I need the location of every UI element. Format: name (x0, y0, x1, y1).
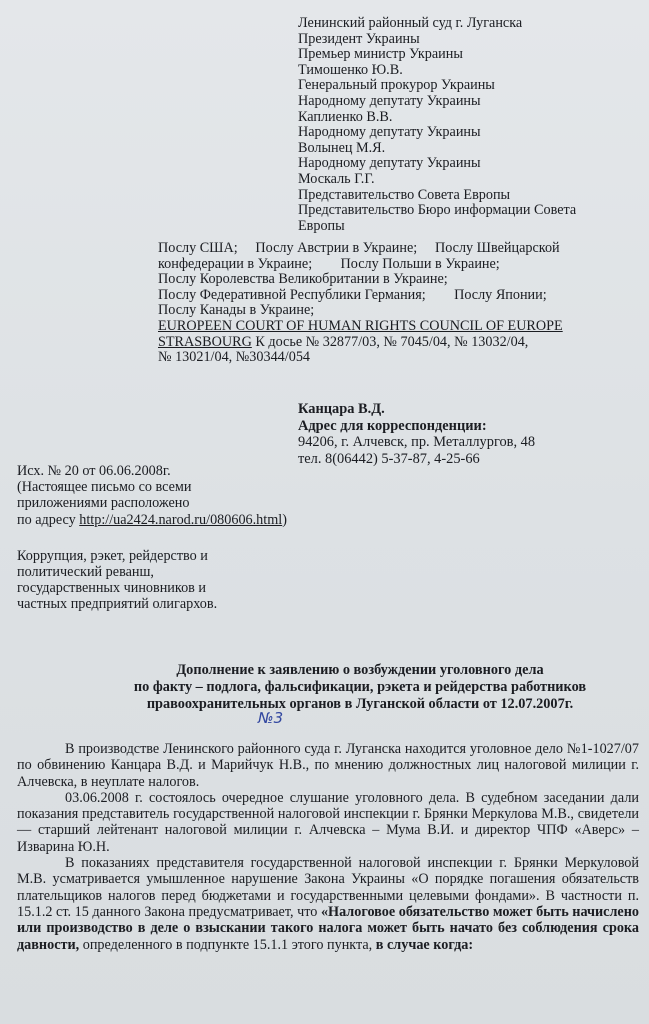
ambassador-line: Послу США; Послу Австрии в Украине; Послу Швейцарской (158, 240, 560, 256)
court-dossier: К досье № 32877/03, № 7045/04, № 13032/04, (251, 333, 529, 350)
topic-line: частных предприятий олигархов. (17, 596, 218, 612)
court-line-1: EUROPEEN COURT OF HUMAN RIGHTS COUNCIL OF EUROPE (158, 317, 563, 334)
handwritten-mark: №3 (258, 709, 284, 727)
recipient-line: Представительство Совета Европы (298, 186, 511, 203)
paragraph-3 (17, 855, 639, 953)
sender-address-label: Адрес для корреспонденции: (298, 417, 487, 434)
recipient-line: Каплиенко В.В. (298, 108, 393, 125)
url-prefix: по адресу (17, 511, 80, 528)
ambassador-line: конфедерации в Украине; Послу Польши в Украине; (158, 255, 500, 272)
ambassadors-block (158, 241, 643, 366)
document-body (17, 741, 639, 953)
reference-url-line (17, 512, 337, 528)
reference-block (17, 463, 337, 528)
paragraph-1: В производстве Ленинского районного суда г. Луганска находится уголовное дело №1-1027/07 по обвинению Канцара В.Д. и Марийчук Н.В., по мнению должностных лиц налоговой милиции г. Алчевска, в неуплате налогов. (17, 741, 639, 790)
court-strasbourg: STRASBOURG (158, 333, 252, 350)
recipient-line: Представительство Бюро информации Совета (298, 202, 577, 219)
url-suffix: ) (282, 511, 287, 528)
sender-address: 94206, г. Алчевск, пр. Металлургов, 48 (298, 434, 536, 450)
ambassador-line: Послу Федеративной Республики Германия; Послу Японии; (158, 286, 547, 303)
recipient-line: Народному депутату Украины (298, 92, 481, 109)
reference-link[interactable]: http://ua2424.narod.ru/080606.html (79, 511, 283, 528)
reference-note-line: (Настоящее письмо со всеми (17, 479, 192, 496)
recipient-line: Народному депутату Украины (298, 124, 481, 141)
court-line-3: № 13021/04, №30344/054 (158, 349, 311, 366)
p3-end: в случае когда: (375, 936, 474, 953)
recipients-block (298, 16, 638, 234)
topic-line: Коррупция, рэкет, рейдерство и (17, 548, 208, 564)
ambassador-line: Послу Канады в Украине; (158, 302, 315, 319)
recipient-line: Премьер министр Украины (298, 46, 463, 63)
p3-bold-quote: «Налоговое обязательство может быть начислено или производство в деле о взыскании такого налога может быть начато без соблюдения срока давности, (17, 903, 639, 953)
recipient-line: Волынец М.Я. (298, 139, 386, 156)
recipient-line: Тимошенко Ю.В. (298, 61, 403, 78)
reference-note-line: приложениями расположено (17, 495, 190, 512)
topic-line: политический реванш, (17, 564, 154, 580)
recipient-line: Москаль Г.Г. (298, 170, 375, 187)
title-line: по факту – подлога, фальсификации, рэкета и рейдерства работников (133, 678, 587, 695)
title-line: Дополнение к заявлению о возбуждении уголовного дела (176, 662, 544, 678)
sender-block (298, 401, 638, 467)
p3-start: В показаниях представителя государственной налоговой инспекции г. Брянки Меркуловой М.В. усматривается умышленное нарушение Закона Украины «О порядке погашения обязательств плательщиков налогов перед бюджетами и государственными целевыми фондами». В частности п. 15.1.2 ст. 15 данного Закона предусматривает, что (17, 855, 639, 920)
p3-mid: определенного в подпункте 15.1.1 этого пункта, (79, 936, 376, 953)
topic-block (17, 548, 337, 612)
ambassador-line: Послу Королевства Великобритании в Украине; (158, 271, 448, 288)
recipient-line: Народному депутату Украины (298, 155, 481, 172)
outgoing-number: Исх. № 20 от 06.06.2008г. (17, 463, 171, 479)
paragraph-2: 03.06.2008 г. состоялось очередное слушание уголовного дела. В судебном заседании дали показания представитель государственной налоговой инспекции г. Брянки Меркулова М.В., свидетели — старший лейтенант налоговой милиции г. Алчевска – Мума В.И. и директор ЧПФ «Аверс» – Изварина Ю.Н. (17, 789, 639, 855)
recipient-line: Европы (298, 217, 345, 234)
sender-name: Канцара В.Д. (298, 401, 385, 417)
document-title (100, 662, 620, 712)
title-line: правоохранительных органов в Луганской области от 12.07.2007г. (146, 695, 574, 712)
recipient-line: Ленинский районный суд г. Луганска (298, 15, 523, 31)
recipient-line: Генеральный прокурор Украины (298, 77, 495, 94)
recipient-line: Президент Украины (298, 30, 420, 47)
topic-line: государственных чиновников и (17, 580, 207, 596)
sender-phone: тел. 8(06442) 5-37-87, 4-25-66 (298, 450, 480, 467)
court-line-2 (158, 335, 643, 351)
